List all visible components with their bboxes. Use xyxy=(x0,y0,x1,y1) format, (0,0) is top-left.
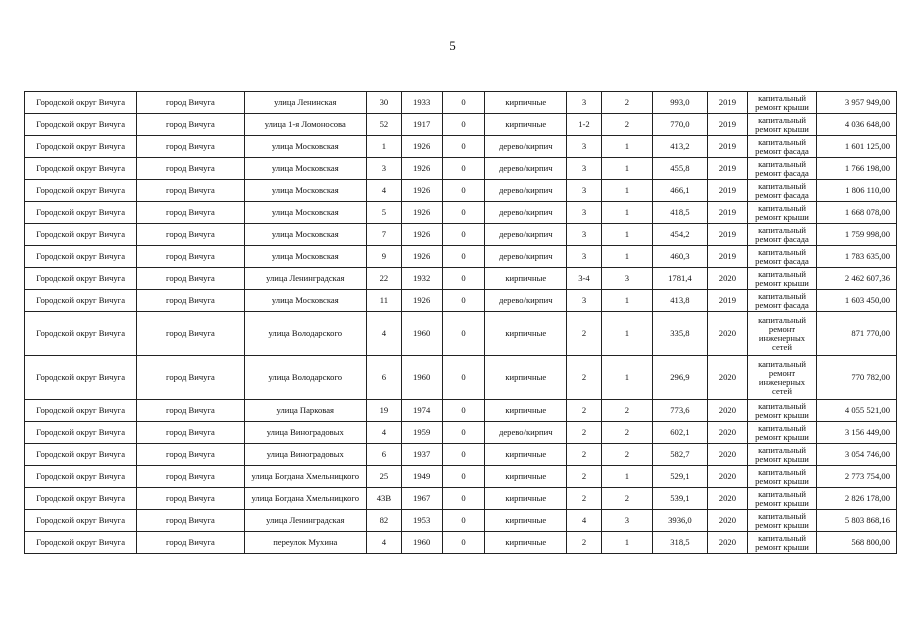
cell-cost: 1 759 998,00 xyxy=(817,224,897,246)
table-row xyxy=(25,510,897,532)
cell-wall-material: кирпичные xyxy=(485,510,567,532)
cell-entrances: 2 xyxy=(601,422,652,444)
cell-floors: 1-2 xyxy=(567,114,602,136)
cell-street: улица Богдана Хмельницкого xyxy=(244,488,367,510)
cell-house-number: 7 xyxy=(367,224,402,246)
cell-house-number: 1 xyxy=(367,136,402,158)
cell-house-number: 5 xyxy=(367,202,402,224)
page-number: 5 xyxy=(449,38,456,53)
cell-year-overhaul: 0 xyxy=(442,114,485,136)
cell-year-overhaul: 0 xyxy=(442,268,485,290)
cell-plan-year: 2019 xyxy=(707,246,747,268)
cell-entrances: 2 xyxy=(601,92,652,114)
cell-year-built: 1960 xyxy=(401,532,442,554)
cell-work-type: капитальный ремонт инженерных сетей xyxy=(747,312,816,356)
cell-wall-material: дерево/кирпич xyxy=(485,290,567,312)
cell-plan-year: 2019 xyxy=(707,158,747,180)
cell-cost: 5 803 868,16 xyxy=(817,510,897,532)
cell-settlement: город Вичуга xyxy=(137,488,244,510)
cell-house-number: 43В xyxy=(367,488,402,510)
cell-street: улица Парковая xyxy=(244,400,367,422)
cell-plan-year: 2020 xyxy=(707,444,747,466)
cell-area: 418,5 xyxy=(652,202,707,224)
cell-municipality: Городской округ Вичуга xyxy=(25,488,137,510)
cell-house-number: 82 xyxy=(367,510,402,532)
cell-house-number: 4 xyxy=(367,312,402,356)
cell-area: 770,0 xyxy=(652,114,707,136)
cell-entrances: 2 xyxy=(601,488,652,510)
cell-floors: 3 xyxy=(567,290,602,312)
table-row xyxy=(25,92,897,114)
cell-municipality: Городской округ Вичуга xyxy=(25,532,137,554)
cell-year-overhaul: 0 xyxy=(442,510,485,532)
cell-work-type: капитальный ремонт крыши xyxy=(747,202,816,224)
cell-cost: 2 773 754,00 xyxy=(817,466,897,488)
cell-floors: 2 xyxy=(567,422,602,444)
cell-area: 529,1 xyxy=(652,466,707,488)
cell-entrances: 1 xyxy=(601,158,652,180)
cell-plan-year: 2019 xyxy=(707,224,747,246)
cell-wall-material: дерево/кирпич xyxy=(485,202,567,224)
cell-work-type: капитальный ремонт фасада xyxy=(747,180,816,202)
cell-plan-year: 2020 xyxy=(707,532,747,554)
cell-year-built: 1926 xyxy=(401,290,442,312)
cell-year-built: 1917 xyxy=(401,114,442,136)
cell-year-built: 1933 xyxy=(401,92,442,114)
cell-work-type: капитальный ремонт крыши xyxy=(747,488,816,510)
cell-entrances: 1 xyxy=(601,246,652,268)
cell-municipality: Городской округ Вичуга xyxy=(25,444,137,466)
cell-floors: 3 xyxy=(567,246,602,268)
cell-municipality: Городской округ Вичуга xyxy=(25,510,137,532)
table-row xyxy=(25,268,897,290)
cell-cost: 1 668 078,00 xyxy=(817,202,897,224)
cell-wall-material: кирпичные xyxy=(485,312,567,356)
cell-street: улица Ленинградская xyxy=(244,510,367,532)
cell-municipality: Городской округ Вичуга xyxy=(25,268,137,290)
cell-street: улица 1-я Ломоносова xyxy=(244,114,367,136)
cell-year-overhaul: 0 xyxy=(442,224,485,246)
cell-wall-material: дерево/кирпич xyxy=(485,422,567,444)
cell-settlement: город Вичуга xyxy=(137,356,244,400)
cell-year-built: 1926 xyxy=(401,224,442,246)
cell-street: улица Московская xyxy=(244,158,367,180)
cell-year-overhaul: 0 xyxy=(442,312,485,356)
table-row xyxy=(25,136,897,158)
cell-plan-year: 2020 xyxy=(707,268,747,290)
cell-municipality: Городской округ Вичуга xyxy=(25,290,137,312)
cell-entrances: 1 xyxy=(601,290,652,312)
cell-plan-year: 2020 xyxy=(707,488,747,510)
cell-year-overhaul: 0 xyxy=(442,466,485,488)
cell-wall-material: дерево/кирпич xyxy=(485,246,567,268)
cell-plan-year: 2020 xyxy=(707,510,747,532)
cell-year-overhaul: 0 xyxy=(442,532,485,554)
cell-house-number: 4 xyxy=(367,532,402,554)
cell-municipality: Городской округ Вичуга xyxy=(25,114,137,136)
cell-municipality: Городской округ Вичуга xyxy=(25,92,137,114)
table-row xyxy=(25,114,897,136)
cell-plan-year: 2019 xyxy=(707,202,747,224)
cell-cost: 3 156 449,00 xyxy=(817,422,897,444)
cell-entrances: 2 xyxy=(601,444,652,466)
cell-floors: 3 xyxy=(567,158,602,180)
table-row xyxy=(25,202,897,224)
cell-area: 466,1 xyxy=(652,180,707,202)
cell-house-number: 3 xyxy=(367,158,402,180)
cell-area: 413,2 xyxy=(652,136,707,158)
cell-cost: 1 783 635,00 xyxy=(817,246,897,268)
cell-cost: 1 806 110,00 xyxy=(817,180,897,202)
cell-cost: 3 054 746,00 xyxy=(817,444,897,466)
cell-settlement: город Вичуга xyxy=(137,224,244,246)
cell-year-built: 1974 xyxy=(401,400,442,422)
table-row xyxy=(25,532,897,554)
cell-entrances: 1 xyxy=(601,312,652,356)
cell-street: улица Московская xyxy=(244,224,367,246)
cell-year-overhaul: 0 xyxy=(442,158,485,180)
cell-year-overhaul: 0 xyxy=(442,422,485,444)
cell-year-built: 1926 xyxy=(401,246,442,268)
table-row xyxy=(25,312,897,356)
cell-wall-material: кирпичные xyxy=(485,114,567,136)
cell-street: улица Виноградовых xyxy=(244,444,367,466)
cell-entrances: 1 xyxy=(601,466,652,488)
cell-street: улица Богдана Хмельницкого xyxy=(244,466,367,488)
cell-street: улица Володарского xyxy=(244,312,367,356)
cell-settlement: город Вичуга xyxy=(137,422,244,444)
cell-year-overhaul: 0 xyxy=(442,488,485,510)
cell-municipality: Городской округ Вичуга xyxy=(25,422,137,444)
cell-plan-year: 2019 xyxy=(707,92,747,114)
cell-year-built: 1960 xyxy=(401,312,442,356)
cell-municipality: Городской округ Вичуга xyxy=(25,400,137,422)
cell-area: 335,8 xyxy=(652,312,707,356)
cell-work-type: капитальный ремонт крыши xyxy=(747,510,816,532)
cell-work-type: капитальный ремонт крыши xyxy=(747,268,816,290)
cell-entrances: 3 xyxy=(601,510,652,532)
cell-area: 602,1 xyxy=(652,422,707,444)
cell-house-number: 6 xyxy=(367,356,402,400)
cell-street: переулок Мухина xyxy=(244,532,367,554)
cell-cost: 568 800,00 xyxy=(817,532,897,554)
cell-settlement: город Вичуга xyxy=(137,114,244,136)
cell-cost: 770 782,00 xyxy=(817,356,897,400)
cell-floors: 3-4 xyxy=(567,268,602,290)
cell-plan-year: 2019 xyxy=(707,136,747,158)
cell-year-built: 1926 xyxy=(401,136,442,158)
cell-plan-year: 2020 xyxy=(707,400,747,422)
table-row xyxy=(25,488,897,510)
cell-cost: 1 601 125,00 xyxy=(817,136,897,158)
cell-street: улица Московская xyxy=(244,180,367,202)
cell-settlement: город Вичуга xyxy=(137,444,244,466)
cell-floors: 3 xyxy=(567,136,602,158)
cell-work-type: капитальный ремонт крыши xyxy=(747,114,816,136)
cell-municipality: Городской округ Вичуга xyxy=(25,246,137,268)
cell-work-type: капитальный ремонт крыши xyxy=(747,422,816,444)
cell-work-type: капитальный ремонт крыши xyxy=(747,532,816,554)
cell-house-number: 4 xyxy=(367,422,402,444)
cell-municipality: Городской округ Вичуга xyxy=(25,356,137,400)
cell-year-built: 1953 xyxy=(401,510,442,532)
cell-floors: 2 xyxy=(567,444,602,466)
cell-wall-material: кирпичные xyxy=(485,532,567,554)
cell-work-type: капитальный ремонт крыши xyxy=(747,92,816,114)
cell-year-built: 1926 xyxy=(401,158,442,180)
cell-area: 296,9 xyxy=(652,356,707,400)
cell-floors: 2 xyxy=(567,532,602,554)
cell-work-type: капитальный ремонт фасада xyxy=(747,224,816,246)
cell-year-built: 1926 xyxy=(401,202,442,224)
cell-entrances: 2 xyxy=(601,400,652,422)
cell-plan-year: 2020 xyxy=(707,312,747,356)
cell-year-overhaul: 0 xyxy=(442,246,485,268)
cell-year-overhaul: 0 xyxy=(442,400,485,422)
cell-settlement: город Вичуга xyxy=(137,466,244,488)
cell-municipality: Городской округ Вичуга xyxy=(25,158,137,180)
cell-area: 582,7 xyxy=(652,444,707,466)
cell-year-built: 1967 xyxy=(401,488,442,510)
cell-house-number: 9 xyxy=(367,246,402,268)
cell-area: 539,1 xyxy=(652,488,707,510)
cell-plan-year: 2019 xyxy=(707,180,747,202)
cell-entrances: 1 xyxy=(601,202,652,224)
cell-area: 1781,4 xyxy=(652,268,707,290)
cell-settlement: город Вичуга xyxy=(137,532,244,554)
cell-plan-year: 2020 xyxy=(707,466,747,488)
cell-year-built: 1937 xyxy=(401,444,442,466)
cell-municipality: Городской округ Вичуга xyxy=(25,466,137,488)
cell-house-number: 11 xyxy=(367,290,402,312)
cell-municipality: Городской округ Вичуга xyxy=(25,202,137,224)
cell-cost: 1 603 450,00 xyxy=(817,290,897,312)
cell-street: улица Виноградовых xyxy=(244,422,367,444)
cell-cost: 3 957 949,00 xyxy=(817,92,897,114)
cell-municipality: Городской округ Вичуга xyxy=(25,312,137,356)
cell-municipality: Городской округ Вичуга xyxy=(25,180,137,202)
cell-cost: 2 462 607,36 xyxy=(817,268,897,290)
cell-wall-material: дерево/кирпич xyxy=(485,224,567,246)
cell-cost: 871 770,00 xyxy=(817,312,897,356)
cell-house-number: 19 xyxy=(367,400,402,422)
cell-area: 454,2 xyxy=(652,224,707,246)
cell-entrances: 2 xyxy=(601,114,652,136)
table-row xyxy=(25,224,897,246)
cell-floors: 2 xyxy=(567,400,602,422)
cell-settlement: город Вичуга xyxy=(137,136,244,158)
cell-house-number: 25 xyxy=(367,466,402,488)
cell-floors: 2 xyxy=(567,356,602,400)
cell-area: 773,6 xyxy=(652,400,707,422)
cell-wall-material: дерево/кирпич xyxy=(485,136,567,158)
cell-street: улица Московская xyxy=(244,246,367,268)
cell-municipality: Городской округ Вичуга xyxy=(25,224,137,246)
cell-entrances: 1 xyxy=(601,532,652,554)
cell-street: улица Володарского xyxy=(244,356,367,400)
cell-settlement: город Вичуга xyxy=(137,510,244,532)
cell-area: 413,8 xyxy=(652,290,707,312)
cell-house-number: 6 xyxy=(367,444,402,466)
cell-floors: 3 xyxy=(567,202,602,224)
cell-area: 993,0 xyxy=(652,92,707,114)
table-row xyxy=(25,444,897,466)
cell-wall-material: кирпичные xyxy=(485,444,567,466)
cell-house-number: 30 xyxy=(367,92,402,114)
cell-work-type: капитальный ремонт инженерных сетей xyxy=(747,356,816,400)
cell-settlement: город Вичуга xyxy=(137,202,244,224)
cell-wall-material: кирпичные xyxy=(485,466,567,488)
cell-year-overhaul: 0 xyxy=(442,202,485,224)
cell-wall-material: кирпичные xyxy=(485,488,567,510)
cell-work-type: капитальный ремонт фасада xyxy=(747,290,816,312)
cell-settlement: город Вичуга xyxy=(137,158,244,180)
cell-year-built: 1959 xyxy=(401,422,442,444)
cell-house-number: 22 xyxy=(367,268,402,290)
cell-plan-year: 2019 xyxy=(707,114,747,136)
table-row xyxy=(25,180,897,202)
cell-entrances: 1 xyxy=(601,180,652,202)
cell-entrances: 1 xyxy=(601,356,652,400)
cell-settlement: город Вичуга xyxy=(137,268,244,290)
cell-street: улица Московская xyxy=(244,202,367,224)
cell-work-type: капитальный ремонт фасада xyxy=(747,246,816,268)
cell-settlement: город Вичуга xyxy=(137,290,244,312)
cell-work-type: капитальный ремонт фасада xyxy=(747,158,816,180)
cell-year-built: 1960 xyxy=(401,356,442,400)
cell-work-type: капитальный ремонт фасада xyxy=(747,136,816,158)
cell-street: улица Московская xyxy=(244,290,367,312)
cell-year-overhaul: 0 xyxy=(442,92,485,114)
cell-municipality: Городской округ Вичуга xyxy=(25,136,137,158)
cell-floors: 3 xyxy=(567,224,602,246)
table-row xyxy=(25,466,897,488)
cell-year-overhaul: 0 xyxy=(442,136,485,158)
cell-entrances: 3 xyxy=(601,268,652,290)
cell-entrances: 1 xyxy=(601,136,652,158)
cell-wall-material: кирпичные xyxy=(485,92,567,114)
cell-floors: 2 xyxy=(567,466,602,488)
table-row xyxy=(25,290,897,312)
cell-street: улица Ленинградская xyxy=(244,268,367,290)
cell-work-type: капитальный ремонт крыши xyxy=(747,444,816,466)
cell-year-overhaul: 0 xyxy=(442,444,485,466)
cell-plan-year: 2019 xyxy=(707,290,747,312)
cell-year-overhaul: 0 xyxy=(442,290,485,312)
cell-floors: 2 xyxy=(567,488,602,510)
cell-year-built: 1949 xyxy=(401,466,442,488)
table-row xyxy=(25,246,897,268)
cell-floors: 3 xyxy=(567,180,602,202)
cell-year-overhaul: 0 xyxy=(442,180,485,202)
cell-work-type: капитальный ремонт крыши xyxy=(747,466,816,488)
cell-settlement: город Вичуга xyxy=(137,92,244,114)
cell-wall-material: дерево/кирпич xyxy=(485,158,567,180)
cell-house-number: 52 xyxy=(367,114,402,136)
cell-work-type: капитальный ремонт крыши xyxy=(747,400,816,422)
cell-wall-material: дерево/кирпич xyxy=(485,180,567,202)
cell-cost: 4 036 648,00 xyxy=(817,114,897,136)
table-row xyxy=(25,356,897,400)
table-row xyxy=(25,400,897,422)
cell-area: 460,3 xyxy=(652,246,707,268)
cell-area: 318,5 xyxy=(652,532,707,554)
housing-repair-table xyxy=(24,91,897,554)
cell-settlement: город Вичуга xyxy=(137,180,244,202)
cell-settlement: город Вичуга xyxy=(137,246,244,268)
cell-street: улица Ленинская xyxy=(244,92,367,114)
table-row xyxy=(25,158,897,180)
cell-house-number: 4 xyxy=(367,180,402,202)
cell-area: 3936,0 xyxy=(652,510,707,532)
cell-wall-material: кирпичные xyxy=(485,356,567,400)
table-row xyxy=(25,422,897,444)
cell-entrances: 1 xyxy=(601,224,652,246)
cell-settlement: город Вичуга xyxy=(137,312,244,356)
cell-settlement: город Вичуга xyxy=(137,400,244,422)
cell-year-built: 1926 xyxy=(401,180,442,202)
cell-plan-year: 2020 xyxy=(707,422,747,444)
cell-area: 455,8 xyxy=(652,158,707,180)
cell-street: улица Московская xyxy=(244,136,367,158)
cell-wall-material: кирпичные xyxy=(485,268,567,290)
cell-cost: 2 826 178,00 xyxy=(817,488,897,510)
cell-floors: 3 xyxy=(567,92,602,114)
cell-year-overhaul: 0 xyxy=(442,356,485,400)
cell-cost: 4 055 521,00 xyxy=(817,400,897,422)
cell-floors: 4 xyxy=(567,510,602,532)
cell-year-built: 1932 xyxy=(401,268,442,290)
cell-floors: 2 xyxy=(567,312,602,356)
cell-cost: 1 766 198,00 xyxy=(817,158,897,180)
cell-plan-year: 2020 xyxy=(707,356,747,400)
cell-wall-material: кирпичные xyxy=(485,400,567,422)
